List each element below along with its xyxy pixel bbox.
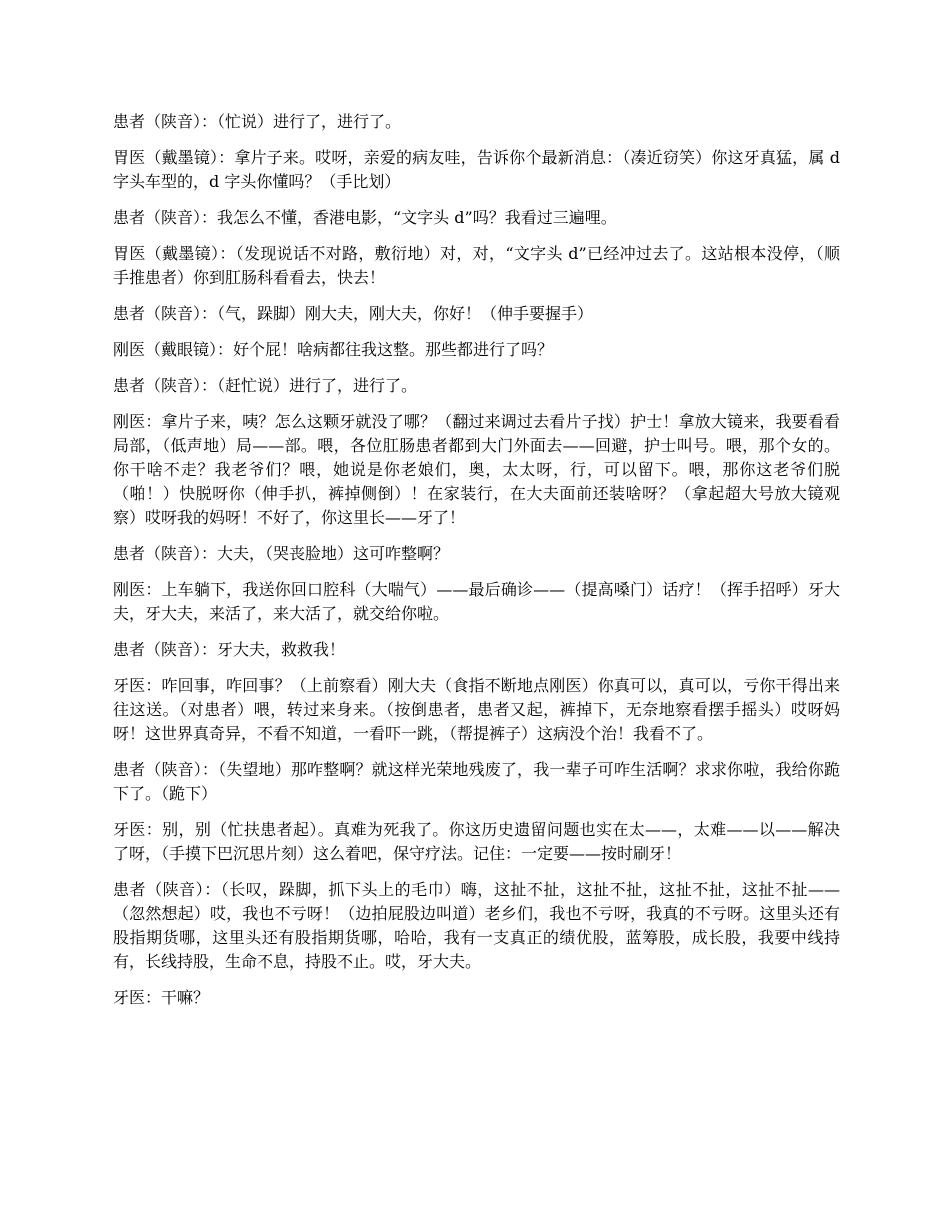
dialogue-paragraph: 患者（陕音）：牙大夫，救救我！: [113, 640, 346, 659]
dialogue-paragraph: 患者（陕音）：（赶忙说）进行了，进行了。: [113, 376, 418, 395]
dialogue-paragraph: 牙医：别，别（忙扶患者起）。真难为死我了。你这历史遗留问题也实在太——，太难——以——解决了呀，（手摸下巴沉思片刻）这么着吧，保守疗法。记住：一定要——按时刷牙！: [113, 820, 840, 863]
document-page: [113, 110, 840, 1022]
dialogue-paragraph: 牙医：干嘛？: [113, 988, 210, 1007]
dialogue-paragraph: 刚医：上车躺下，我送你回口腔科（大喘气）——最后确诊——（提高嗓门）话疗！（挥手招呼）牙大夫，牙大夫，来活了，来大活了，就交给你啦。: [113, 580, 840, 623]
dialogue-paragraph: 患者（陕音）：（忙说）进行了，进行了。: [113, 112, 402, 131]
dialogue-paragraph: 患者（陕音）：（失望地）那咋整啊？就这样光荣地残废了，我一辈子可咋生活啊？求求你啦，我给你跪下了。（跪下）: [113, 760, 840, 803]
dialogue-paragraph: 刚医：拿片子来，咦？怎么这颗牙就没了哪？（翻过来调过去看片子找）护士！拿放大镜来，我要看看局部，（低声地）局——部。喂，各位肛肠患者都到大门外面去——回避，护士叫号。喂，那个女的。你干啥不走？我老爷们？喂，她说是你老娘们，奥，太太呀，行，可以留下。喂，那你这老爷们脱（啪！）快脱呀你（伸手扒，裤掉侧倒）！在家装行，在大夫面前还装啥呀？（拿起超大号放大镜观察）哎呀我的妈呀！不好了，你这里长——牙了！: [113, 412, 840, 527]
dialogue-paragraph: 胃医（戴墨镜）：拿片子来。哎呀，亲爱的病友哇，告诉你个最新消息：（凑近窃笑）你这牙真猛，属 d 字头车型的，d 字头你懂吗？（手比划）: [113, 148, 840, 191]
dialogue-paragraph: 胃医（戴墨镜）：（发现说话不对路，敷衍地）对，对，“文字头 d”已经冲过去了。这站根本没停，（顺手推患者）你到肛肠科看看去，快去！: [113, 244, 840, 287]
dialogue-paragraph: 患者（陕音）：（长叹，跺脚，抓下头上的毛巾）嗨，这扯不扯，这扯不扯，这扯不扯，这扯不扯——（忽然想起）哎，我也不亏呀！（边拍屁股边叫道）老乡们，我也不亏呀，我真的不亏呀。这里头还有股指期货哪，这里头还有股指期货哪，哈哈，我有一支真正的绩优股，蓝筹股，成长股，我要中线持有，长线持股，生命不息，持股不止。哎，牙大夫。: [113, 880, 840, 971]
dialogue-paragraph: 刚医（戴眼镜）：好个屁！啥病都往我这整。那些都进行了吗？: [113, 340, 554, 359]
dialogue-paragraph: 患者（陕音）：（气，跺脚）刚大夫，刚大夫，你好！（伸手要握手）: [113, 304, 594, 323]
dialogue-paragraph: 患者（陕音）：我怎么不懂，香港电影，“文字头 d”吗？我看过三遍哩。: [113, 208, 617, 227]
dialogue-paragraph: 牙医：咋回事，咋回事？（上前察看）刚大夫（食指不断地点刚医）你真可以，真可以，亏你干得出来往这送。（对患者）喂，转过来身来。（按倒患者，患者又起，裤掉下，无奈地察看摆手摇头）哎呀妈呀！这世界真奇异，不看不知道，一看吓一跳，（帮提裤子）这病没个治！我看不了。: [113, 676, 840, 743]
dialogue-paragraph: 患者（陕音）：大夫，（哭丧脸地）这可咋整啊？: [113, 544, 450, 563]
